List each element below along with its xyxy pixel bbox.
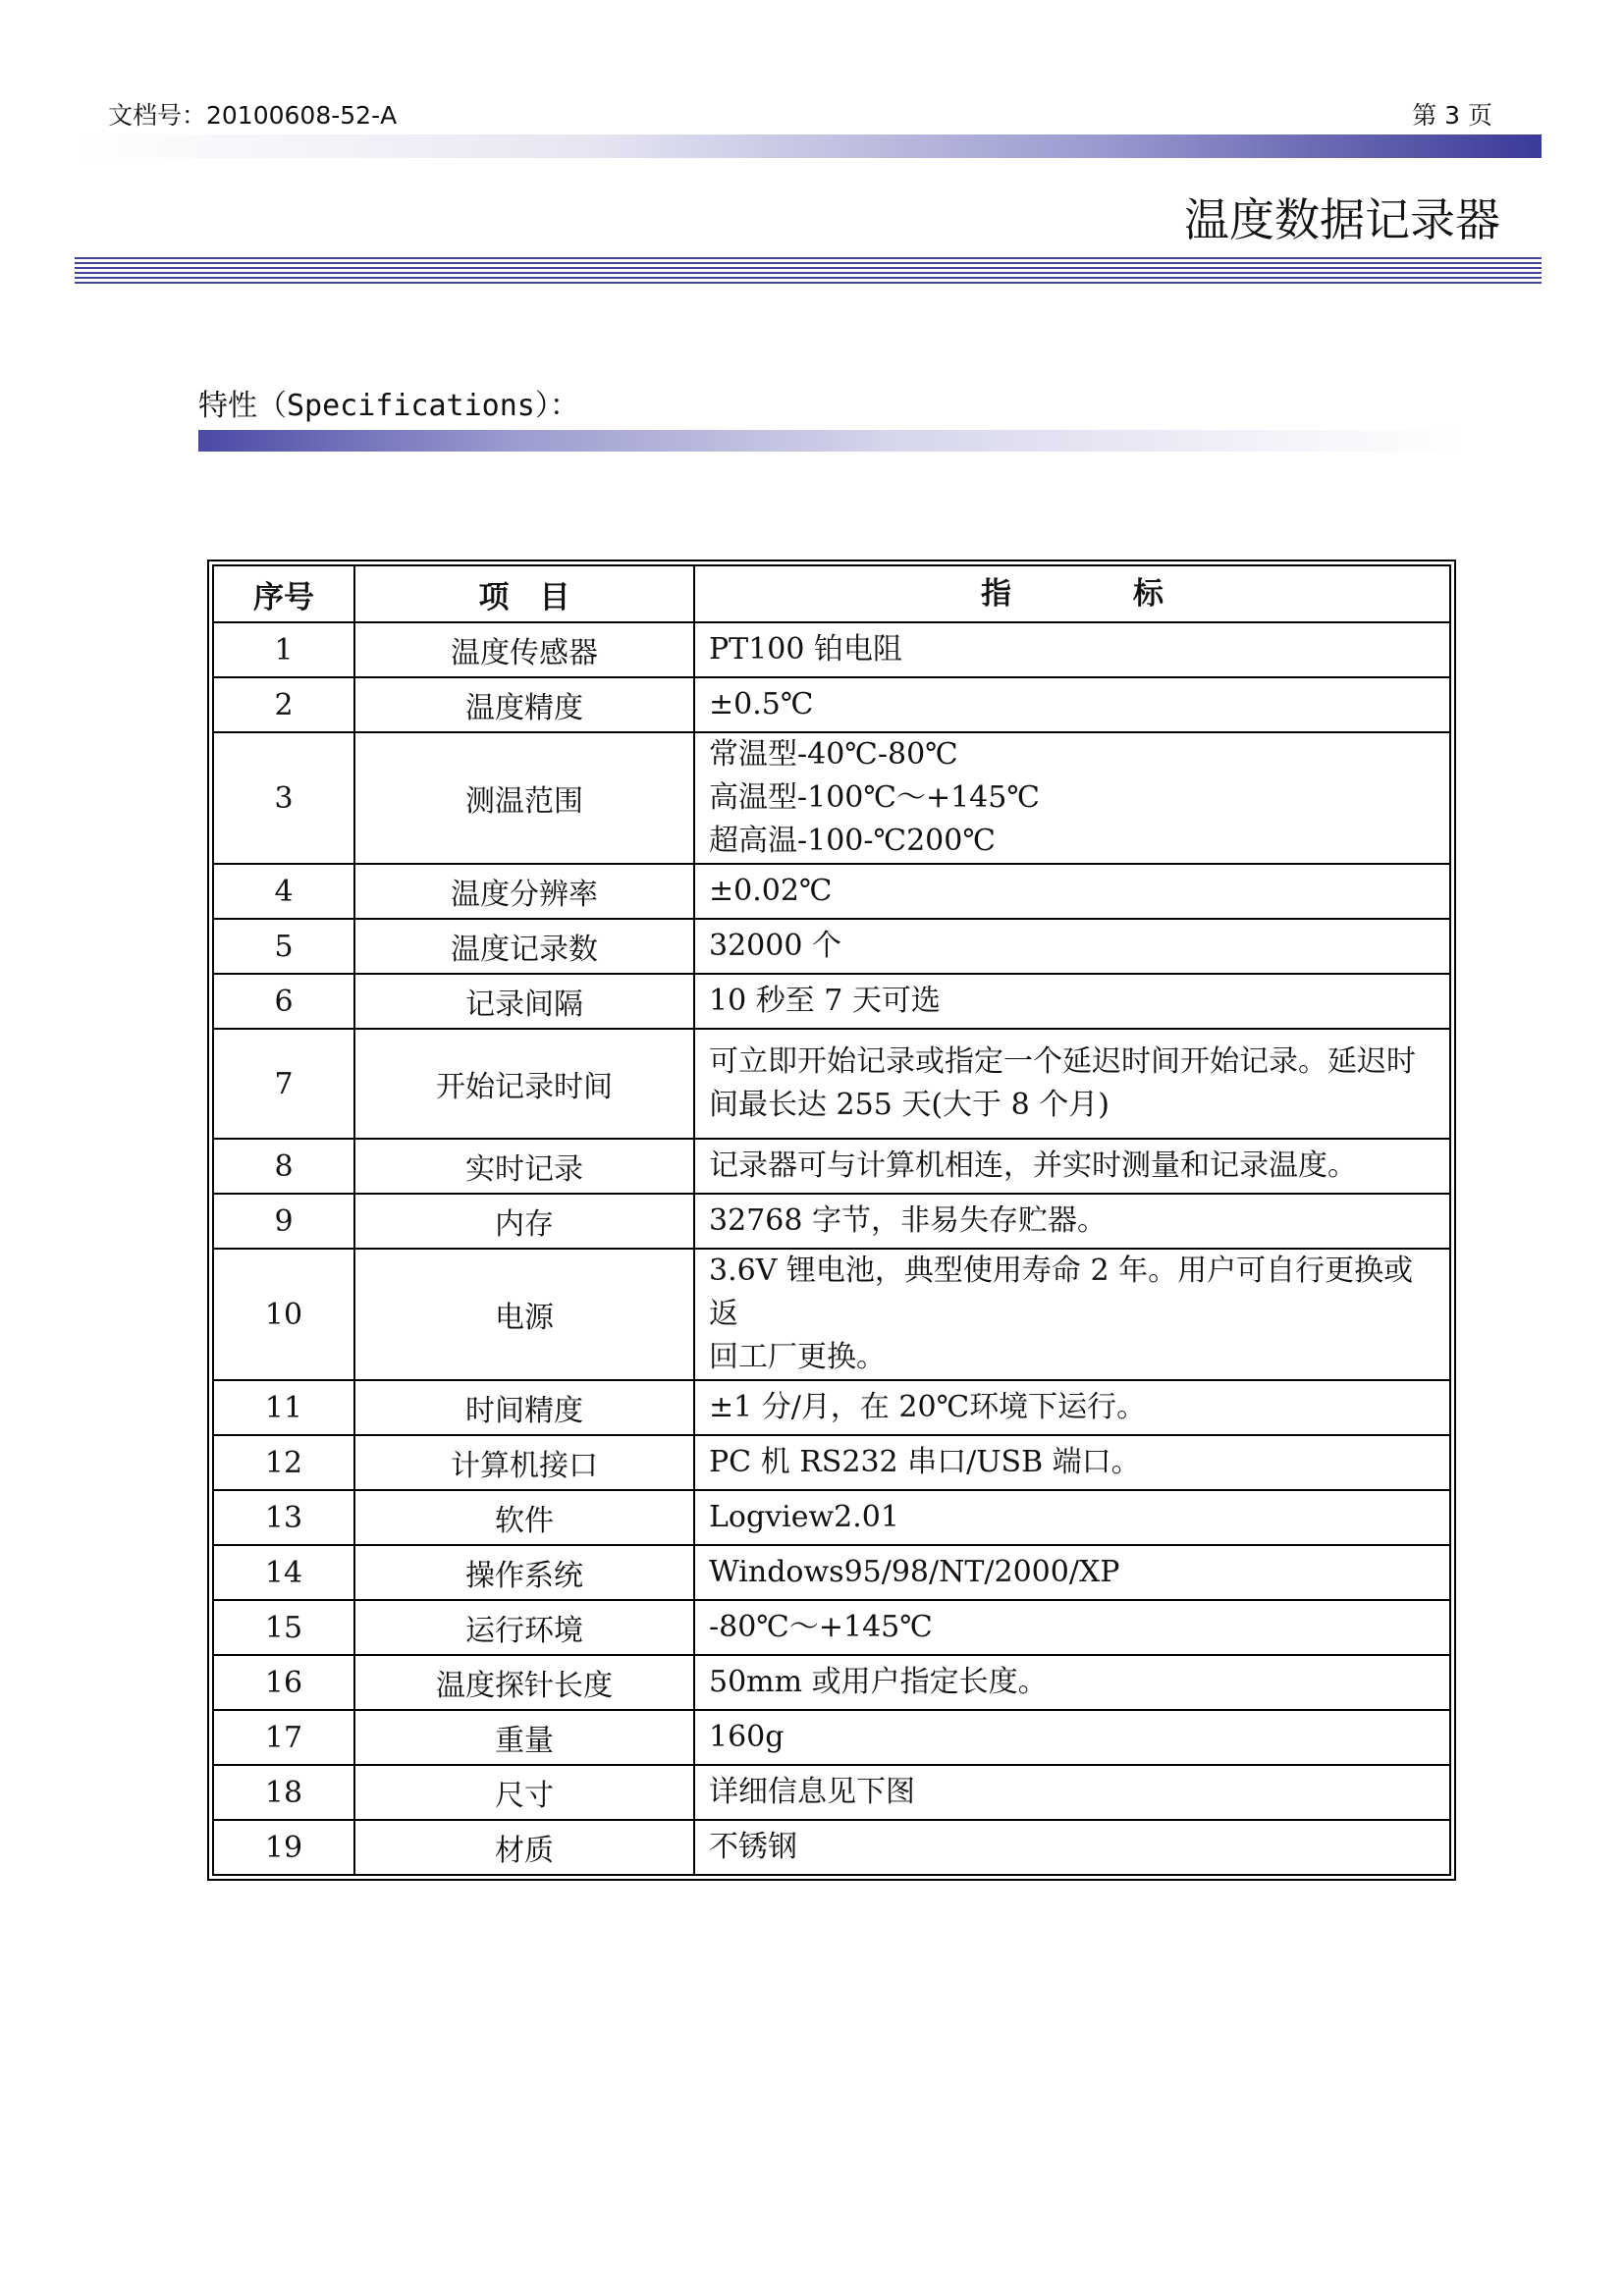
cell-spec <box>694 732 1450 864</box>
cell-no: 4 <box>213 864 354 919</box>
cell-no: 12 <box>213 1435 354 1490</box>
header-spec: 指 标 <box>694 565 1450 622</box>
spec-line: ±1 分/月，在 20℃环境下运行。 <box>709 1390 1147 1424</box>
spec-line: 160g <box>709 1720 785 1754</box>
cell-no: 15 <box>213 1600 354 1655</box>
cell-spec <box>694 919 1450 974</box>
spec-table-body <box>213 622 1450 1875</box>
cell-no: 10 <box>213 1249 354 1380</box>
cell-item: 运行环境 <box>354 1600 694 1655</box>
table-row <box>213 974 1450 1029</box>
cell-item: 重量 <box>354 1710 694 1765</box>
spec-line: 50mm 或用户指定长度。 <box>709 1665 1048 1699</box>
header-item: 项 目 <box>354 565 694 622</box>
table-row <box>213 622 1450 677</box>
cell-item: 温度传感器 <box>354 622 694 677</box>
cell-spec <box>694 1380 1450 1435</box>
cell-spec <box>694 677 1450 732</box>
table-row <box>213 1139 1450 1194</box>
cell-spec <box>694 622 1450 677</box>
cell-no: 3 <box>213 732 354 864</box>
cell-no: 18 <box>213 1765 354 1820</box>
spec-line: 详细信息见下图 <box>709 1775 915 1809</box>
cell-item: 温度记录数 <box>354 919 694 974</box>
table-row <box>213 864 1450 919</box>
table-row <box>213 677 1450 732</box>
spec-line: 不锈钢 <box>709 1830 797 1864</box>
cell-item: 温度精度 <box>354 677 694 732</box>
cell-item: 计算机接口 <box>354 1435 694 1490</box>
spec-line: ±0.5℃ <box>709 687 814 721</box>
cell-spec <box>694 1194 1450 1249</box>
cell-spec <box>694 1710 1450 1765</box>
cell-item: 软件 <box>354 1490 694 1545</box>
table-row <box>213 1194 1450 1249</box>
spec-line: 记录器可与计算机相连，并实时测量和记录温度。 <box>709 1148 1357 1183</box>
cell-item: 温度分辨率 <box>354 864 694 919</box>
table-row <box>213 1435 1450 1490</box>
cell-item: 材质 <box>354 1820 694 1875</box>
cell-no: 6 <box>213 974 354 1029</box>
cell-spec <box>694 1655 1450 1710</box>
title-underline-rules <box>75 257 1542 285</box>
table-header-row <box>213 565 1450 622</box>
cell-item: 时间精度 <box>354 1380 694 1435</box>
spec-table-frame <box>207 560 1456 1881</box>
table-row <box>213 1820 1450 1875</box>
cell-no: 7 <box>213 1029 354 1139</box>
spec-line: Windows95/98/NT/2000/XP <box>709 1555 1120 1589</box>
cell-item: 测温范围 <box>354 732 694 864</box>
cell-item: 操作系统 <box>354 1545 694 1600</box>
cell-no: 2 <box>213 677 354 732</box>
table-row <box>213 1249 1450 1380</box>
cell-no: 17 <box>213 1710 354 1765</box>
table-row <box>213 1765 1450 1820</box>
spec-line: 10 秒至 7 天可选 <box>709 984 941 1018</box>
cell-spec <box>694 1139 1450 1194</box>
table-row <box>213 919 1450 974</box>
cell-no: 5 <box>213 919 354 974</box>
cell-item: 实时记录 <box>354 1139 694 1194</box>
cell-spec <box>694 1765 1450 1820</box>
cell-spec <box>694 1490 1450 1545</box>
spec-line: Logview2.01 <box>709 1500 899 1534</box>
spec-line: 32768 字节，非易失存贮器。 <box>709 1203 1107 1238</box>
spec-line: 32000 个 <box>709 929 841 963</box>
table-row <box>213 1029 1450 1139</box>
spec-line: PC 机 RS232 串口/USB 端口。 <box>709 1445 1141 1479</box>
cell-spec <box>694 1820 1450 1875</box>
spec-line: PT100 铂电阻 <box>709 632 902 667</box>
spec-line: 可立即开始记录或指定一个延迟时间开始记录。延迟时 <box>709 1044 1416 1079</box>
header-no: 序号 <box>213 565 354 622</box>
cell-item: 开始记录时间 <box>354 1029 694 1139</box>
cell-no: 16 <box>213 1655 354 1710</box>
page-number: 第 3 页 <box>1412 101 1492 130</box>
document-title: 温度数据记录器 <box>1184 193 1500 246</box>
table-row <box>213 1380 1450 1435</box>
table-row <box>213 1710 1450 1765</box>
cell-spec <box>694 1249 1450 1380</box>
cell-no: 14 <box>213 1545 354 1600</box>
cell-no: 9 <box>213 1194 354 1249</box>
cell-spec <box>694 974 1450 1029</box>
cell-item: 温度探针长度 <box>354 1655 694 1710</box>
table-row <box>213 1600 1450 1655</box>
cell-spec <box>694 1435 1450 1490</box>
cell-no: 13 <box>213 1490 354 1545</box>
cell-item: 电源 <box>354 1249 694 1380</box>
spec-line: 3.6V 锂电池，典型使用寿命 2 年。用户可自行更换或返 <box>709 1254 1414 1331</box>
section-heading: 特性（Specifications）： <box>198 389 579 423</box>
table-row <box>213 1655 1450 1710</box>
header-gradient-bar <box>75 134 1542 158</box>
cell-no: 1 <box>213 622 354 677</box>
cell-no: 11 <box>213 1380 354 1435</box>
cell-no: 19 <box>213 1820 354 1875</box>
cell-spec <box>694 1545 1450 1600</box>
cell-item: 记录间隔 <box>354 974 694 1029</box>
spec-line: 高温型-100℃～+145℃ <box>709 780 1040 815</box>
section-gradient-bar <box>198 430 1465 452</box>
cell-item: 内存 <box>354 1194 694 1249</box>
spec-line: ±0.02℃ <box>709 874 833 908</box>
cell-no: 8 <box>213 1139 354 1194</box>
spec-line: -80℃～+145℃ <box>709 1610 933 1644</box>
cell-spec <box>694 1029 1450 1139</box>
cell-spec <box>694 1600 1450 1655</box>
document-number: 文档号：20100608-52-A <box>108 101 398 130</box>
spec-table <box>212 564 1451 1876</box>
spec-line: 回工厂更换。 <box>709 1340 886 1374</box>
spec-line: 常温型-40℃-80℃ <box>709 737 958 772</box>
table-row <box>213 1490 1450 1545</box>
table-row <box>213 732 1450 864</box>
spec-line: 间最长达 255 天(大于 8 个月) <box>709 1088 1110 1122</box>
table-row <box>213 1545 1450 1600</box>
cell-item: 尺寸 <box>354 1765 694 1820</box>
cell-spec <box>694 864 1450 919</box>
spec-line: 超高温-100-℃200℃ <box>709 824 996 858</box>
